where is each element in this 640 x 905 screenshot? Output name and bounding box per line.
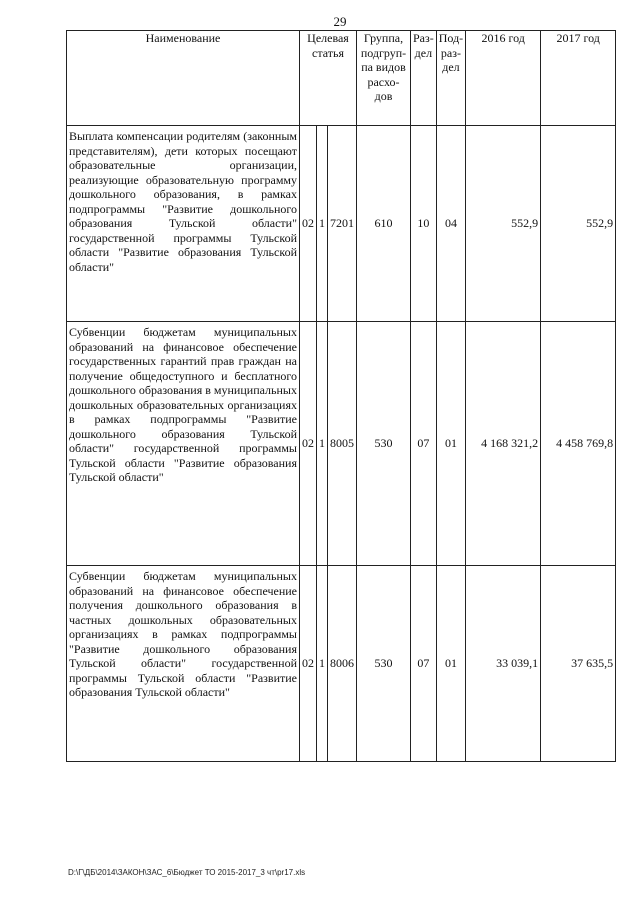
subsection: 04 xyxy=(436,126,465,322)
section: 07 xyxy=(411,322,437,566)
amount-2016: 552,9 xyxy=(466,126,541,322)
target-article-code: 8006 xyxy=(328,566,357,762)
subsection: 01 xyxy=(436,566,465,762)
header-section: Раз-дел xyxy=(411,31,437,126)
target-article-subprogram: 1 xyxy=(317,566,328,762)
budget-table xyxy=(66,30,616,762)
target-article-code: 7201 xyxy=(328,126,357,322)
expense-group: 530 xyxy=(357,566,411,762)
header-2016: 2016 год xyxy=(466,31,541,126)
amount-2017: 552,9 xyxy=(541,126,616,322)
header-name: Наименование xyxy=(67,31,300,126)
target-article-program: 02 xyxy=(300,566,317,762)
target-article-program: 02 xyxy=(300,126,317,322)
file-path-footer: D:\Г\ДБ\2014\ЗАКОН\ЗАС_6\Бюджет ТО 2015-2017_3 чт\pr17.xls xyxy=(68,868,306,877)
subsection: 01 xyxy=(436,322,465,566)
amount-2016: 4 168 321,2 xyxy=(466,322,541,566)
row-name: Выплата компенсации родителям (законным представителям), дети которых посещают образовательные организации, реализующие образовательную программу дошкольного образования, в рамках подпрограммы "Развитие дошкольного образования Тульской области" государственной программы Тульской области "Развитие образования Тульской области" xyxy=(67,126,300,322)
target-article-subprogram: 1 xyxy=(317,322,328,566)
table-row xyxy=(67,322,616,566)
amount-2016: 33 039,1 xyxy=(466,566,541,762)
expense-group: 610 xyxy=(357,126,411,322)
header-target-article: Целевая статья xyxy=(300,31,357,126)
target-article-program: 02 xyxy=(300,322,317,566)
header-row xyxy=(67,31,616,126)
section: 07 xyxy=(411,566,437,762)
table-row xyxy=(67,126,616,322)
table-row xyxy=(67,566,616,762)
amount-2017: 4 458 769,8 xyxy=(541,322,616,566)
expense-group: 530 xyxy=(357,322,411,566)
amount-2017: 37 635,5 xyxy=(541,566,616,762)
header-subsection: Под-раз-дел xyxy=(436,31,465,126)
target-article-code: 8005 xyxy=(328,322,357,566)
page-number: 29 xyxy=(333,14,347,29)
target-article-subprogram: 1 xyxy=(317,126,328,322)
row-name: Субвенции бюджетам муниципальных образований на финансовое обеспечение государственных гарантий прав граждан на получение общедоступного и бесплатного дошкольного образования в муниципальных дошкольных образовательных организациях в рамках подпрограммы "Развитие дошкольного образования Тульской области" государственной программы Тульской области "Развитие образования Тульской области" xyxy=(67,322,300,566)
row-name: Субвенции бюджетам муниципальных образований на финансовое обеспечение получения дошкольного образования в частных дошкольных образовательных организациях в рамках подпрограммы "Развитие дошкольного образования Тульской области" государственной программы Тульской области "Развитие образования Тульской области" xyxy=(67,566,300,762)
section: 10 xyxy=(411,126,437,322)
header-group: Группа, подгруп-па видов расхо-дов xyxy=(357,31,411,126)
header-2017: 2017 год xyxy=(541,31,616,126)
